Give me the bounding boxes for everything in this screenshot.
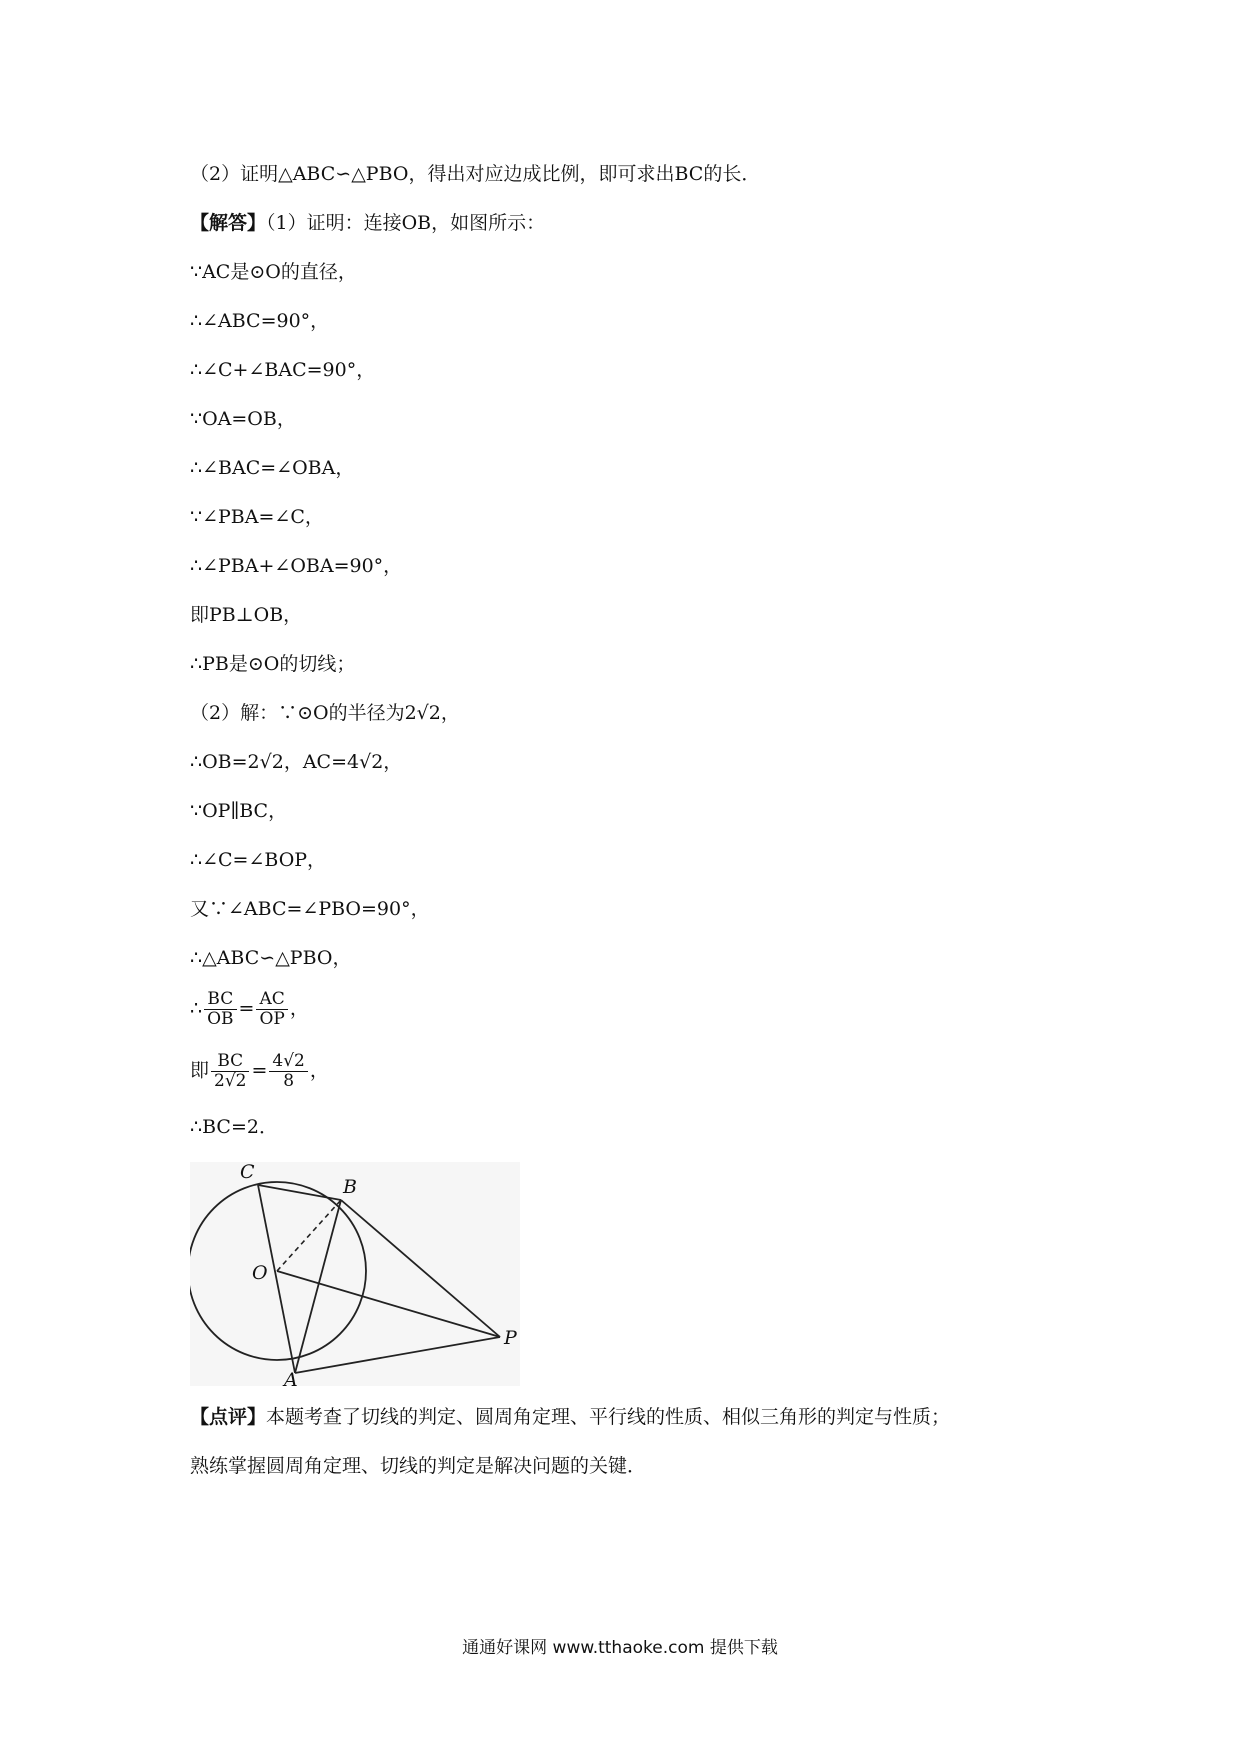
page-footer: 通通好课网 www.tthaoke.com 提供下载	[462, 1638, 778, 1658]
proof-line: ∴∠PBA+∠OBA=90°，	[190, 555, 403, 577]
proof-line: ∴∠ABC=90°，	[190, 310, 330, 332]
proof-line: ∴∠BAC=∠OBA，	[190, 457, 355, 479]
segment-cb	[258, 1185, 341, 1200]
circle-tangent-diagram	[190, 1162, 520, 1386]
proof-line: ∵OA=OB，	[190, 408, 296, 430]
segment-ba	[295, 1200, 341, 1373]
fraction-ac-op	[256, 990, 287, 1029]
numerator: 4√2	[269, 1052, 307, 1072]
proof-line: 即PB⊥OB，	[190, 604, 303, 626]
proportion-line	[190, 990, 309, 1029]
segment-bp	[341, 1200, 500, 1337]
answer-tag: 【解答】	[190, 212, 267, 234]
fraction-bc-2root2	[211, 1052, 249, 1091]
label-c: C	[240, 1162, 255, 1183]
denominator: OB	[207, 1009, 234, 1029]
proof-line: ∵∠PBA=∠C，	[190, 506, 324, 528]
answer-part1-intro: （1）证明：连接OB，如图所示：	[266, 212, 546, 234]
label-p: P	[504, 1327, 517, 1349]
label-o: O	[252, 1262, 268, 1284]
solution-line: ∴∠C=∠BOP，	[190, 849, 327, 871]
segment-op	[277, 1271, 500, 1337]
proof-line: ∴∠C+∠BAC=90°，	[190, 359, 376, 381]
punctuation: ，	[309, 1059, 329, 1082]
proof-line: ∴PB是⊙O的切线；	[190, 653, 356, 675]
denominator: 2√2	[214, 1071, 247, 1091]
therefore-symbol: ∴	[190, 997, 203, 1020]
review-line	[190, 1404, 950, 1430]
solution-line: 又∵∠ABC=∠PBO=90°，	[190, 898, 430, 920]
solution-line: ∴△ABC∽△PBO，	[190, 947, 352, 969]
answer-heading	[190, 210, 545, 236]
fraction-4root2-8	[269, 1052, 307, 1091]
numerator: AC	[256, 990, 287, 1010]
fraction-bc-ob	[204, 990, 236, 1029]
segment-ap	[295, 1337, 500, 1373]
denominator: 8	[283, 1071, 295, 1091]
solution-line: （2）解：∵⊙O的半径为2√2，	[190, 702, 460, 724]
equals-sign: =	[251, 1059, 268, 1082]
proof-line: ∵AC是⊙O的直径，	[190, 261, 357, 283]
solution-line: ∵OP∥BC，	[190, 800, 288, 822]
geometry-figure	[190, 1162, 520, 1386]
denominator: OP	[259, 1009, 285, 1029]
analysis-part2: （2）证明△ABC∽△PBO，得出对应边成比例，即可求出BC的长．	[190, 163, 761, 185]
review-line-2: 熟练掌握圆周角定理、切线的判定是解决问题的关键．	[190, 1455, 647, 1477]
numerator: BC	[204, 990, 236, 1010]
review-tag: 【点评】	[190, 1406, 267, 1428]
solution-line: ∴OB=2√2，AC=4√2，	[190, 751, 403, 773]
punctuation: ，	[289, 997, 309, 1020]
numerator: BC	[211, 1052, 249, 1072]
equals-sign: =	[238, 997, 255, 1020]
result-line: ∴BC=2．	[190, 1116, 278, 1138]
substitution-line	[190, 1052, 329, 1091]
label-b: B	[343, 1176, 357, 1198]
namely-word: 即	[190, 1059, 210, 1082]
review-text-1: 本题考查了切线的判定、圆周角定理、平行线的性质、相似三角形的判定与性质；	[266, 1406, 951, 1428]
label-a: A	[284, 1369, 298, 1386]
